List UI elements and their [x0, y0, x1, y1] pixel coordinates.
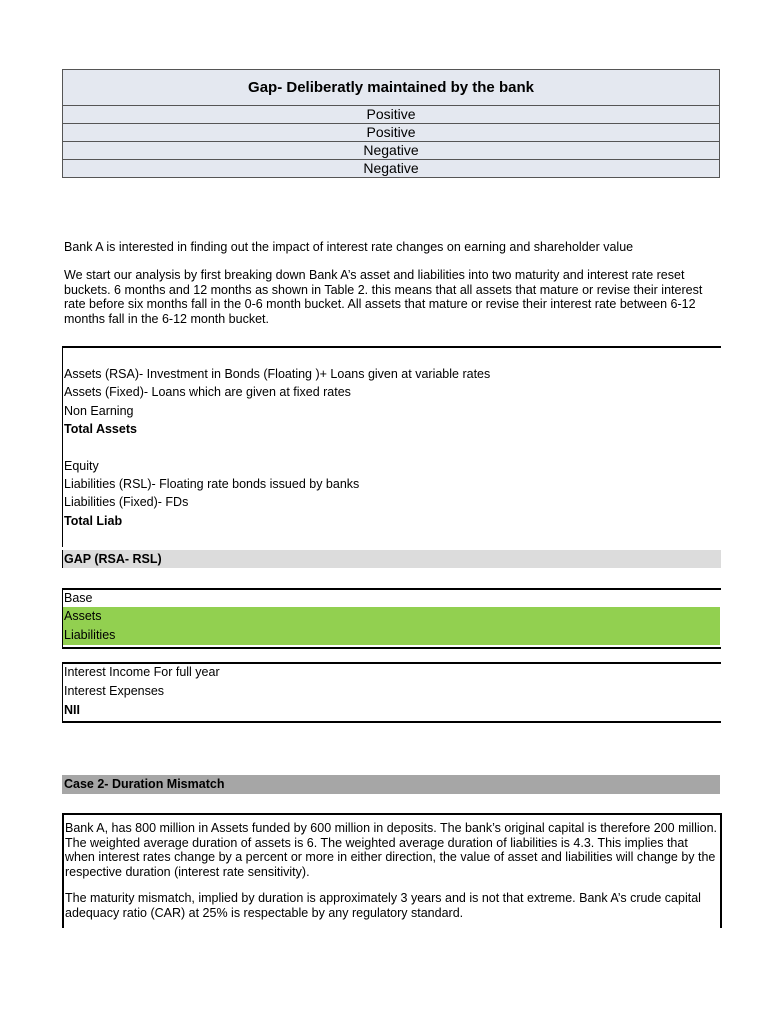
case2-title: Case 2- Duration Mismatch	[64, 777, 225, 791]
gap-table-title: Gap- Deliberatly maintained by the bank	[63, 70, 719, 106]
assets-fixed-label: Assets (Fixed)- Loans which are given at fixed rates	[64, 385, 351, 399]
gap-table-row: Negative	[363, 160, 419, 176]
gap-label: GAP (RSA- RSL)	[64, 552, 162, 566]
assets-label: Assets	[64, 609, 102, 623]
intro-paragraph-2: We start our analysis by first breaking down Bank A’s asset and liabilities into two maturity and interest rate reset buckets. 6 months and 12 months as shown in Table 2. this means that all assets that mature or revise their interest rate before six months fall in the 0-6 month bucket. All assets that mature or revise their interest rate between 6-12 months fall in the 6-12 month bucket.	[64, 268, 703, 326]
interest-income-label: Interest Income For full year	[64, 665, 220, 679]
case2-paragraph-1: Bank A, has 800 million in Assets funded by 600 million in deposits. The bank’s original capital is therefore 200 million. The weighted average duration of assets is 6. The weighted average duration of liabilities is 4.3. This implies that when interest rates change by a percent or more in either direction, the value of asset and liabilities will change by the respective duration (interest rate sensitivity).	[65, 821, 717, 879]
gap-table-row: Negative	[63, 142, 719, 160]
liabilities-green-row	[63, 626, 720, 645]
interest-expenses-label: Interest Expenses	[64, 684, 165, 698]
liabilities-fixed-label: Liabilities (Fixed)- FDs	[64, 495, 189, 509]
intro-paragraph-1: Bank A is interested in finding out the impact of interest rate changes on earning and shareholder value	[64, 240, 634, 254]
base-label: Base	[64, 591, 93, 605]
gap-row	[62, 550, 721, 568]
assets-rsa-label: Assets (RSA)- Investment in Bonds (Floating )+ Loans given at variable rates	[64, 367, 491, 381]
liabilities-label: Liabilities	[64, 628, 116, 642]
gap-table-row: Positive	[63, 124, 719, 142]
non-earning-label: Non Earning	[64, 404, 134, 418]
equity-label: Equity	[64, 459, 99, 473]
assets-green-row	[63, 607, 720, 626]
total-liab-label: Total Liab	[64, 514, 123, 528]
case2-paragraph-2: The maturity mismatch, implied by duration is approximately 3 years and is not that extreme. Bank A’s crude capital adequacy ratio (CAR) at 25% is respectable by any regulatory standard.	[65, 891, 701, 920]
gap-table-row: Positive	[63, 106, 719, 124]
gap-table	[62, 69, 720, 178]
nii-label: NII	[64, 703, 80, 717]
total-assets-label: Total Assets	[64, 422, 137, 436]
case2-header	[62, 775, 720, 794]
liabilities-rsl-label: Liabilities (RSL)- Floating rate bonds issued by banks	[64, 477, 360, 491]
